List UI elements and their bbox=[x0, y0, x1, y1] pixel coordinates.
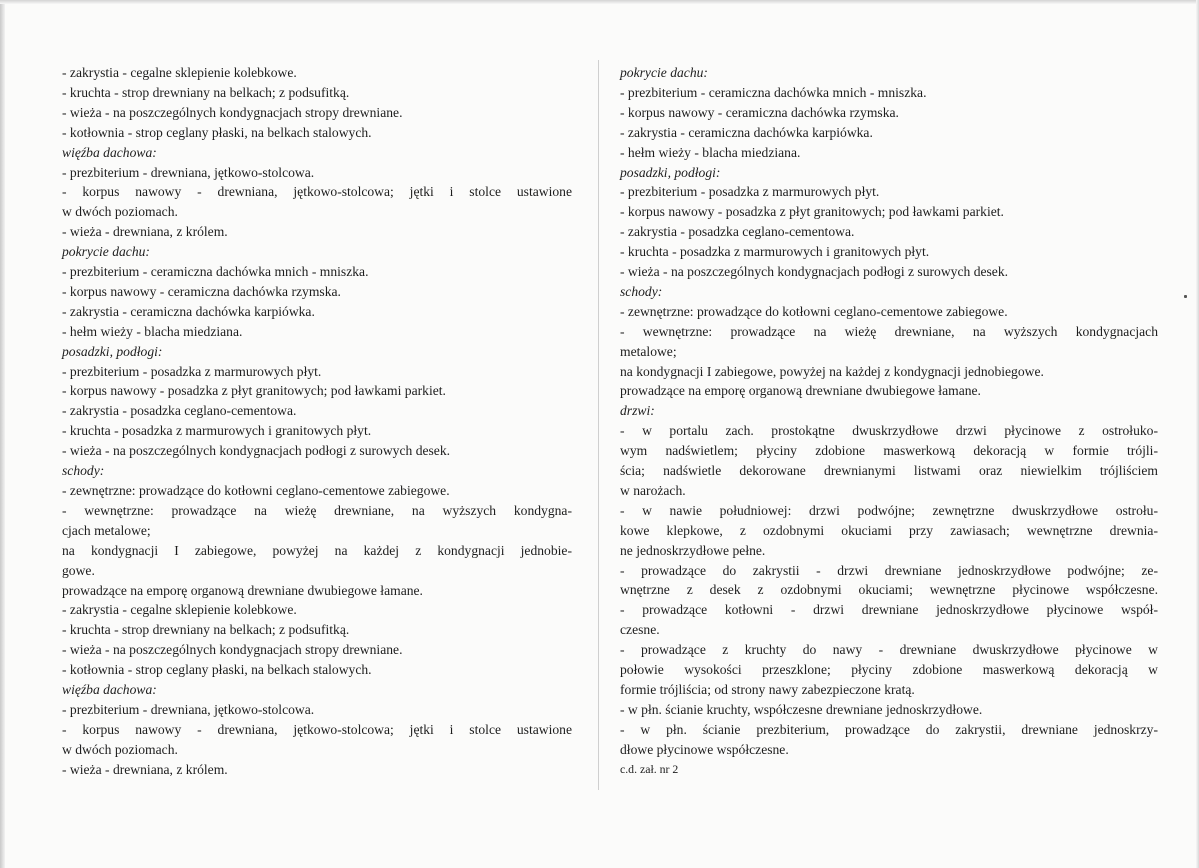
text-line: - korpus nawowy - posadzka z płyt granitowych; pod ławkami parkiet. bbox=[62, 383, 446, 399]
right-text-column bbox=[620, 63, 1158, 779]
text-line: - prowadzące z kruchty do nawy - drewniane dwuskrzydłowe płycinowe w bbox=[620, 642, 1158, 658]
text-line: czesne. bbox=[620, 622, 660, 638]
text-line: na kondygnacji I zabiegowe, powyżej na każdej z kondygnacji jednobie- bbox=[62, 542, 572, 558]
text-line: - wieża - na poszczególnych kondygnacjach stropy drewniane. bbox=[62, 104, 403, 120]
text-line: - kotłownia - strop ceglany płaski, na belkach stalowych. bbox=[62, 662, 372, 678]
text-line: - kruchta - posadzka z marmurowych i granitowych płyt. bbox=[620, 244, 930, 260]
text-line: ścia; nadświetle dekorowane drewnianymi listwami oraz niewielkim trójliściem bbox=[620, 463, 1158, 479]
section-heading: pokrycie dachu: bbox=[62, 244, 150, 260]
text-line: - zewnętrzne: prowadzące do kotłowni ceglano-cementowe zabiegowe. bbox=[620, 303, 1008, 319]
column-divider bbox=[598, 60, 599, 790]
text-line: gowe. bbox=[62, 562, 95, 578]
text-line: - zakrystia - cegalne sklepienie kolebkowe. bbox=[62, 602, 297, 618]
text-line: - kruchta - strop drewniany na belkach; z podsufitką. bbox=[62, 622, 350, 638]
text-line: - zakrystia - ceramiczna dachówka karpiówka. bbox=[620, 124, 873, 140]
text-line: - kotłownia - strop ceglany płaski, na belkach stalowych. bbox=[62, 124, 372, 140]
text-line: - korpus nawowy - drewniana, jętkowo-stolcowa; jętki i stolce ustawione bbox=[62, 184, 572, 200]
text-line: - prezbiterium - posadzka z marmurowych płyt. bbox=[62, 363, 322, 379]
text-line: prowadzące na emporę organową drewniane dwubiegowe łamane. bbox=[62, 582, 423, 598]
text-line: - w płn. ścianie prezbiterium, prowadzące do zakrystii, drewniane jednoskrzy- bbox=[620, 721, 1158, 737]
text-line: ne jednoskrzydłowe pełne. bbox=[620, 542, 766, 558]
text-line: - wieża - na poszczególnych kondygnacjach podłogi z surowych desek. bbox=[62, 443, 451, 459]
section-heading: drzwi: bbox=[620, 403, 655, 419]
text-line: - prezbiterium - drewniana, jętkowo-stolcowa. bbox=[62, 164, 315, 180]
text-line: - zakrystia - posadzka ceglano-cementowa. bbox=[62, 403, 297, 419]
text-line: - zewnętrzne: prowadzące do kotłowni ceglano-cementowe zabiegowe. bbox=[62, 483, 450, 499]
section-heading: posadzki, podłogi: bbox=[62, 343, 163, 359]
text-line: - zakrystia - cegalne sklepienie kolebkowe. bbox=[62, 65, 297, 80]
section-heading: schody: bbox=[620, 283, 663, 299]
text-line: - wieża - na poszczególnych kondygnacjach podłogi z surowych desek. bbox=[620, 264, 1009, 280]
section-heading: pokrycie dachu: bbox=[620, 65, 708, 80]
text-line: - wieża - drewniana, z królem. bbox=[62, 224, 228, 240]
text-line: - wieża - na poszczególnych kondygnacjach stropy drewniane. bbox=[62, 642, 403, 658]
text-line: wym nadświetlem; płyciny zdobione maswerkową dekoracją w formie trójli- bbox=[620, 443, 1158, 459]
text-line: - korpus nawowy - ceramiczna dachówka rzymska. bbox=[620, 104, 899, 120]
text-line: na kondygnacji I zabiegowe, powyżej na każdej z kondygnacji jednobiegowe. bbox=[620, 363, 1044, 379]
text-line: metalowe; bbox=[620, 343, 677, 359]
section-heading: więźba dachowa: bbox=[62, 144, 157, 160]
text-line: połowie wysokości przeszklone; płyciny zdobione maswerkową dekoracją w bbox=[620, 662, 1158, 678]
text-line: - prezbiterium - ceramiczna dachówka mnich - mniszka. bbox=[62, 264, 369, 280]
text-line: - prowadzące kotłowni - drzwi drewniane jednoskrzydłowe płycinowe współ- bbox=[620, 602, 1158, 618]
text-line: - kruchta - strop drewniany na belkach; z podsufitką. bbox=[62, 84, 350, 100]
text-line: - w nawie południowej: drzwi podwójne; zewnętrzne dwuskrzydłowe ostrołu- bbox=[620, 502, 1158, 518]
text-line: - zakrystia - ceramiczna dachówka karpiówka. bbox=[62, 303, 315, 319]
section-heading: więźba dachowa: bbox=[62, 682, 157, 698]
text-line: - hełm wieży - blacha miedziana. bbox=[62, 323, 243, 339]
text-line: dłowe płycinowe współczesne. bbox=[620, 741, 789, 757]
text-line: formie trójliścia; od strony nawy zabezpieczone kratą. bbox=[620, 681, 915, 697]
text-line: prowadzące na emporę organową drewniane dwubiegowe łamane. bbox=[620, 383, 981, 399]
text-line: w dwóch poziomach. bbox=[62, 741, 178, 757]
continuation-note: c.d. zał. nr 2 bbox=[620, 761, 679, 776]
text-line: kowe klepkowe, z ozdobnymi okuciami przy zawiasach; wewnętrzne drewnia- bbox=[620, 522, 1158, 538]
text-line: - w płn. ścianie kruchty, współczesne drewniane jednoskrzydłowe. bbox=[620, 701, 983, 717]
text-line: - korpus nawowy - ceramiczna dachówka rzymska. bbox=[62, 283, 341, 299]
text-line: - prowadzące do zakrystii - drzwi drewniane jednoskrzydłowe podwójne; ze- bbox=[620, 562, 1158, 578]
text-line: - prezbiterium - drewniana, jętkowo-stolcowa. bbox=[62, 701, 315, 717]
text-line: - prezbiterium - posadzka z marmurowych płyt. bbox=[620, 184, 880, 200]
text-line: - wewnętrzne: prowadzące na wieżę drewniane, na wyższych kondygnacjach bbox=[620, 323, 1158, 339]
text-line: w narożach. bbox=[620, 482, 686, 498]
section-heading: schody: bbox=[62, 463, 105, 479]
section-heading: posadzki, podłogi: bbox=[620, 164, 721, 180]
left-text-column bbox=[62, 63, 572, 780]
text-line: wnętrzne z desek z ozdobnymi okuciami; wewnętrzne płycinowe współczesne. bbox=[620, 582, 1158, 598]
text-line: cjach metalowe; bbox=[62, 522, 151, 538]
text-line: - wewnętrzne: prowadzące na wieżę drewniane, na wyższych kondygna- bbox=[62, 502, 572, 518]
text-line: - wieża - drewniana, z królem. bbox=[62, 761, 228, 777]
text-line: - hełm wieży - blacha miedziana. bbox=[620, 144, 801, 160]
text-line: - korpus nawowy - drewniana, jętkowo-stolcowa; jętki i stolce ustawione bbox=[62, 721, 572, 737]
text-line: w dwóch poziomach. bbox=[62, 204, 178, 220]
scan-speck bbox=[1184, 295, 1187, 298]
text-line: - kruchta - posadzka z marmurowych i granitowych płyt. bbox=[62, 423, 372, 439]
text-line: - w portalu zach. prostokątne dwuskrzydłowe drzwi płycinowe z ostrołuko- bbox=[620, 423, 1158, 439]
scan-edge-left bbox=[0, 0, 5, 868]
text-line: - korpus nawowy - posadzka z płyt granitowych; pod ławkami parkiet. bbox=[620, 204, 1004, 220]
text-line: - zakrystia - posadzka ceglano-cementowa. bbox=[620, 224, 855, 240]
text-line: - prezbiterium - ceramiczna dachówka mnich - mniszka. bbox=[620, 84, 927, 100]
scan-edge-top bbox=[0, 0, 1199, 4]
